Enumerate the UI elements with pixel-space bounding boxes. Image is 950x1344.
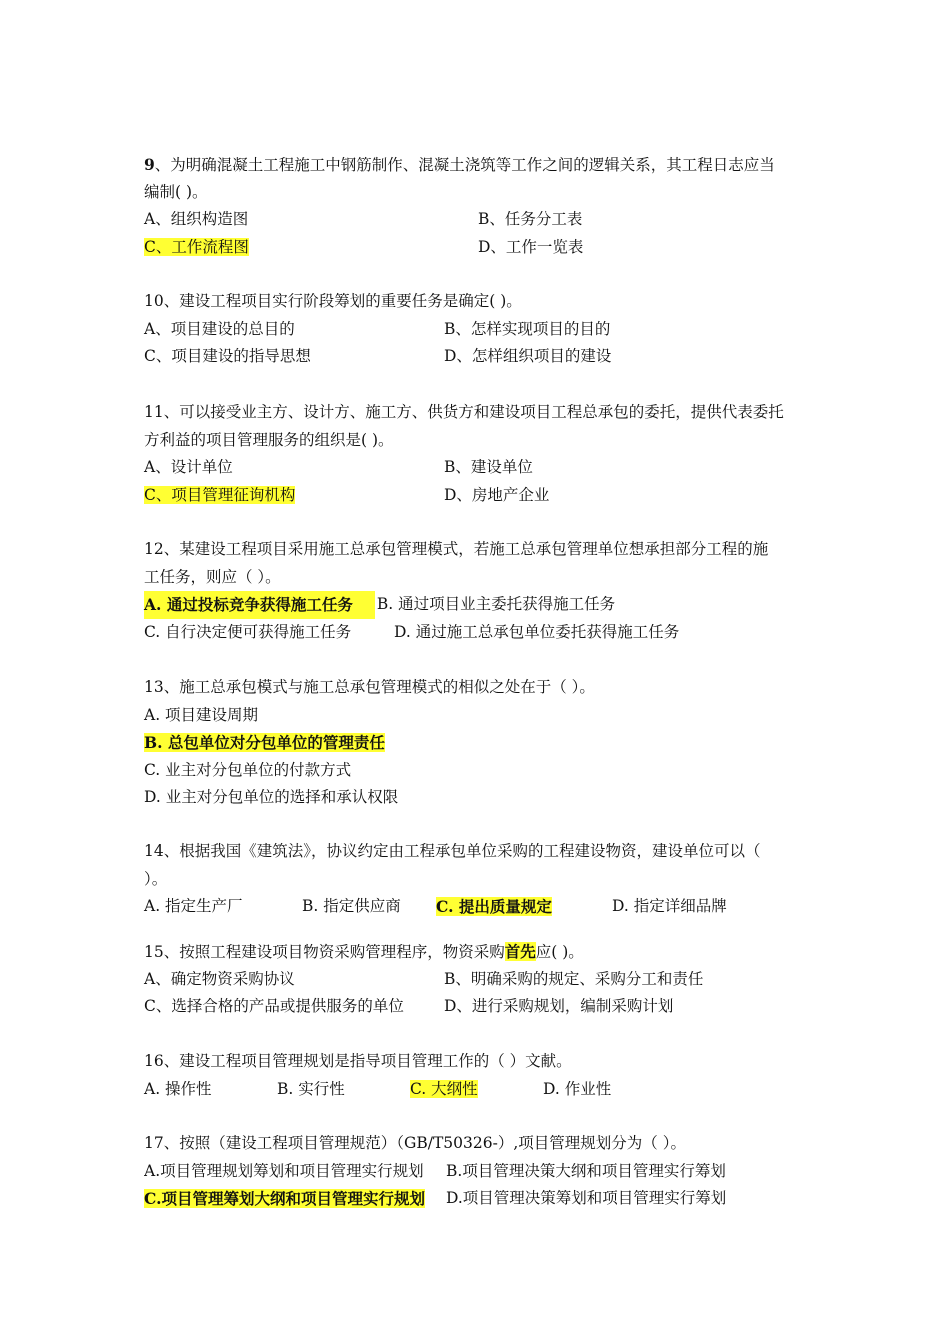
question-stem: 11、可以接受业主方、设计方、施工方、供货方和建设项目工程总承包的委托，提供代表委托 bbox=[144, 403, 784, 421]
option-d: D、工作一览表 bbox=[478, 237, 584, 256]
option-b: B、怎样实现项目的目的 bbox=[444, 319, 611, 338]
option-d: D、怎样组织项目的建设 bbox=[444, 347, 612, 365]
question-12 bbox=[144, 536, 824, 646]
option-a: A、项目建设的总目的 bbox=[144, 319, 295, 338]
question-11 bbox=[144, 399, 824, 509]
option-c: C、项目建设的指导思想 bbox=[144, 347, 311, 365]
stem-part: 15、按照工程建设项目物资采购管理程序，物资采购 bbox=[144, 943, 505, 961]
option-row bbox=[144, 234, 824, 262]
option-row bbox=[144, 893, 824, 921]
option-c-answer: C.项目管理筹划大纲和项目管理实行规划 bbox=[144, 1189, 425, 1208]
option-a: A. 操作性 bbox=[144, 1079, 212, 1098]
option-d: D. 业主对分包单位的选择和承认权限 bbox=[144, 788, 399, 806]
option-a-answer: A. 通过投标竞争获得施工任务 bbox=[144, 591, 375, 619]
stem-line-2: 编制( )。 bbox=[144, 182, 208, 201]
question-15 bbox=[144, 938, 824, 1021]
option-row bbox=[144, 482, 824, 510]
option-b: B. 通过项目业主委托获得施工任务 bbox=[376, 595, 616, 613]
stem-line-1: 、为明确混凝土工程施工中钢筋制作、混凝土浇筑等工作之间的逻辑关系，其工程日志应当 bbox=[154, 156, 775, 174]
question-stem: 14、根据我国《建筑法》，协议约定由工程承包单位采购的工程建设物资，建设单位可以（ bbox=[144, 842, 761, 860]
question-17 bbox=[144, 1130, 824, 1213]
option-b: B、任务分工表 bbox=[478, 210, 583, 228]
option-d: D. 指定详细品牌 bbox=[612, 897, 727, 915]
question-9 bbox=[144, 151, 824, 261]
option-a: A、设计单位 bbox=[144, 458, 233, 476]
option-d: D、进行采购规划，编制采购计划 bbox=[444, 997, 674, 1015]
option-d: D. 通过施工总承包单位委托获得施工任务 bbox=[394, 622, 680, 641]
option-d: D. 作业性 bbox=[543, 1079, 612, 1098]
option-a: A、组织构造图 bbox=[144, 210, 249, 228]
option-d: D.项目管理决策筹划和项目管理实行筹划 bbox=[446, 1189, 727, 1207]
option-c-answer: C、项目管理征询机构 bbox=[144, 485, 296, 504]
stem-line-2: 方利益的项目管理服务的组织是( )。 bbox=[144, 430, 394, 449]
question-stem bbox=[144, 938, 824, 966]
question-16 bbox=[144, 1048, 824, 1103]
option-c-answer: C. 提出质量规定 bbox=[436, 897, 552, 916]
question-stem bbox=[144, 151, 824, 179]
option-b: B、建设单位 bbox=[444, 458, 533, 476]
option-b: B. 指定供应商 bbox=[302, 897, 401, 915]
option-c-answer: C、工作流程图 bbox=[144, 237, 249, 256]
question-13 bbox=[144, 674, 824, 812]
option-c: C. 业主对分包单位的付款方式 bbox=[144, 760, 352, 779]
option-a: A、确定物资采购协议 bbox=[144, 969, 295, 988]
option-b: B. 实行性 bbox=[277, 1079, 345, 1098]
option-row bbox=[144, 591, 824, 619]
option-a: A. 项目建设周期 bbox=[144, 705, 259, 724]
option-a: A.项目管理规划筹划和项目管理实行规划 bbox=[144, 1161, 424, 1180]
option-b-answer: B. 总包单位对分包单位的管理责任 bbox=[144, 733, 385, 752]
option-row bbox=[144, 343, 824, 371]
stem-highlight: 首先 bbox=[504, 942, 536, 961]
option-row bbox=[144, 993, 824, 1021]
option-c: C. 自行决定便可获得施工任务 bbox=[144, 622, 352, 641]
option-b: B、明确采购的规定、采购分工和责任 bbox=[444, 969, 704, 988]
option-row bbox=[144, 316, 824, 344]
question-number: 9 bbox=[144, 155, 155, 174]
option-row bbox=[144, 966, 824, 994]
question-stem: 17、按照（建设工程项目管理规范）（GB/T50326-）,项目管理规划分为（ ）。 bbox=[144, 1134, 686, 1152]
option-d: D、房地产企业 bbox=[444, 485, 550, 504]
stem-line-2: 工任务，则应（ ）。 bbox=[144, 567, 281, 586]
option-c: C、选择合格的产品或提供服务的单位 bbox=[144, 997, 404, 1015]
option-row bbox=[144, 1158, 824, 1186]
option-row bbox=[144, 1076, 824, 1104]
option-row bbox=[144, 206, 824, 234]
option-b: B.项目管理决策大纲和项目管理实行筹划 bbox=[446, 1161, 726, 1180]
question-14 bbox=[144, 838, 824, 921]
question-10 bbox=[144, 288, 824, 371]
stem-part: 应( )。 bbox=[535, 943, 584, 961]
question-stem: 10、建设工程项目实行阶段筹划的重要任务是确定( )。 bbox=[144, 292, 522, 310]
option-row bbox=[144, 1185, 824, 1213]
question-stem: 13、施工总承包模式与施工总承包管理模式的相似之处在于（ ）。 bbox=[144, 678, 595, 696]
question-stem: 16、建设工程项目管理规划是指导项目管理工作的（ ）文献。 bbox=[144, 1052, 572, 1070]
question-stem: 12、某建设工程项目采用施工总承包管理模式，若施工总承包管理单位想承担部分工程的施 bbox=[144, 540, 769, 558]
option-row bbox=[144, 454, 824, 482]
option-a: A. 指定生产厂 bbox=[144, 897, 243, 915]
stem-line-2: ）。 bbox=[144, 869, 168, 888]
option-row bbox=[144, 619, 824, 647]
option-c-answer: C. 大纲性 bbox=[410, 1079, 478, 1098]
